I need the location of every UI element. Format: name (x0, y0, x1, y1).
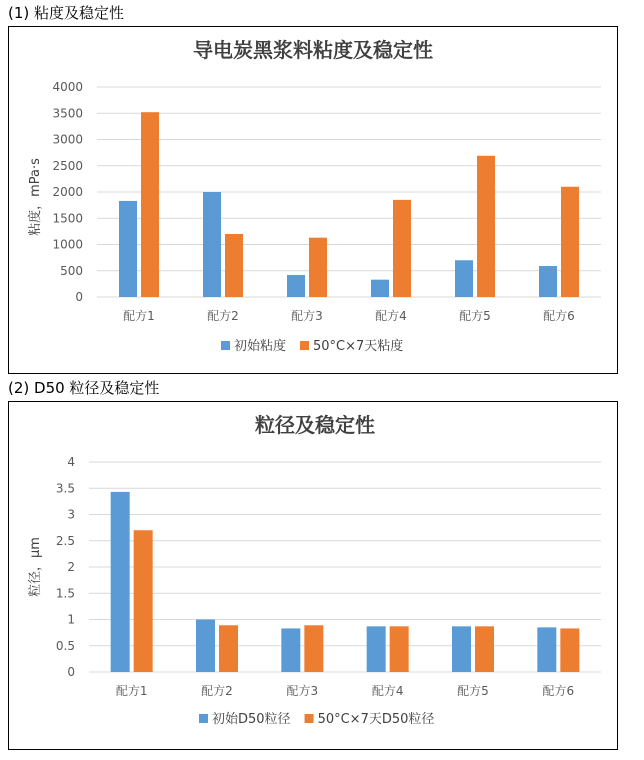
bar-aged (390, 626, 409, 672)
legend-label: 50°C×7天D50粒径 (317, 712, 435, 727)
x-tick-label: 配方2 (201, 684, 233, 698)
bar-initial (111, 492, 130, 672)
bar-aged (561, 187, 579, 297)
y-tick-label: 500 (60, 263, 83, 278)
legend-swatch (199, 714, 208, 723)
y-tick-label: 1500 (52, 211, 83, 226)
chart-1-panel (8, 26, 618, 374)
legend-swatch (300, 341, 309, 350)
bar-initial (537, 627, 556, 672)
y-axis-title: 粘度，mPa·s (28, 158, 43, 236)
bar-aged (134, 530, 153, 672)
y-tick-label: 2 (67, 560, 75, 574)
viscosity-chart (9, 27, 617, 373)
bar-initial (196, 620, 215, 673)
legend-label: 初始D50粒径 (212, 712, 291, 727)
chart-title: 粒径及稳定性 (255, 413, 375, 437)
bar-aged (304, 625, 323, 672)
y-tick-label: 3000 (52, 132, 83, 147)
bar-initial (281, 628, 300, 672)
y-tick-label: 0.5 (55, 638, 75, 653)
chart-1-caption: (1) 粘度及稳定性 (8, 4, 125, 22)
legend-swatch (221, 341, 230, 350)
bar-initial (119, 201, 137, 297)
y-tick-label: 1000 (52, 237, 83, 252)
x-tick-label: 配方4 (375, 309, 407, 323)
bar-initial (539, 266, 557, 297)
legend-label: 50°C×7天粘度 (313, 339, 404, 354)
y-tick-label: 3.5 (55, 481, 75, 496)
x-tick-label: 配方5 (457, 684, 489, 698)
bar-aged (477, 156, 495, 297)
bar-aged (393, 200, 411, 297)
bar-initial (203, 192, 221, 297)
bar-initial (371, 280, 389, 297)
y-tick-label: 0 (67, 665, 75, 679)
legend-label: 初始粘度 (234, 339, 287, 354)
y-tick-label: 0 (75, 290, 83, 304)
x-tick-label: 配方4 (371, 684, 404, 698)
x-tick-label: 配方2 (207, 309, 239, 323)
x-tick-label: 配方5 (459, 309, 491, 323)
chart-2-caption: (2) D50 粒径及稳定性 (8, 379, 160, 397)
bar-initial (287, 275, 305, 297)
bar-initial (367, 626, 386, 672)
bar-aged (225, 234, 243, 297)
y-tick-label: 1 (67, 612, 75, 627)
bar-aged (475, 626, 494, 672)
y-tick-label: 2.5 (55, 533, 75, 548)
bar-aged (560, 628, 579, 672)
y-tick-label: 4 (67, 455, 75, 469)
y-tick-label: 1.5 (55, 586, 75, 601)
chart-2-panel (8, 401, 618, 750)
x-tick-label: 配方3 (286, 684, 319, 698)
bar-aged (219, 625, 238, 672)
x-tick-label: 配方1 (123, 309, 155, 323)
bar-aged (309, 238, 327, 297)
x-tick-label: 配方6 (542, 684, 575, 698)
x-tick-label: 配方6 (543, 309, 575, 323)
y-tick-label: 4000 (52, 80, 83, 94)
chart-title: 导电炭黑浆料粘度及稳定性 (193, 38, 433, 62)
bar-aged (141, 112, 159, 297)
bar-initial (452, 626, 471, 672)
y-tick-label: 2500 (52, 158, 83, 173)
legend-swatch (305, 714, 314, 723)
x-tick-label: 配方1 (115, 684, 148, 698)
x-tick-label: 配方3 (291, 309, 323, 323)
bar-initial (455, 260, 473, 297)
y-tick-label: 3500 (52, 106, 83, 121)
y-tick-label: 2000 (52, 185, 83, 199)
y-axis-title: 粒径，μm (28, 537, 43, 597)
particle-size-chart (9, 402, 617, 749)
y-tick-label: 3 (67, 507, 75, 522)
